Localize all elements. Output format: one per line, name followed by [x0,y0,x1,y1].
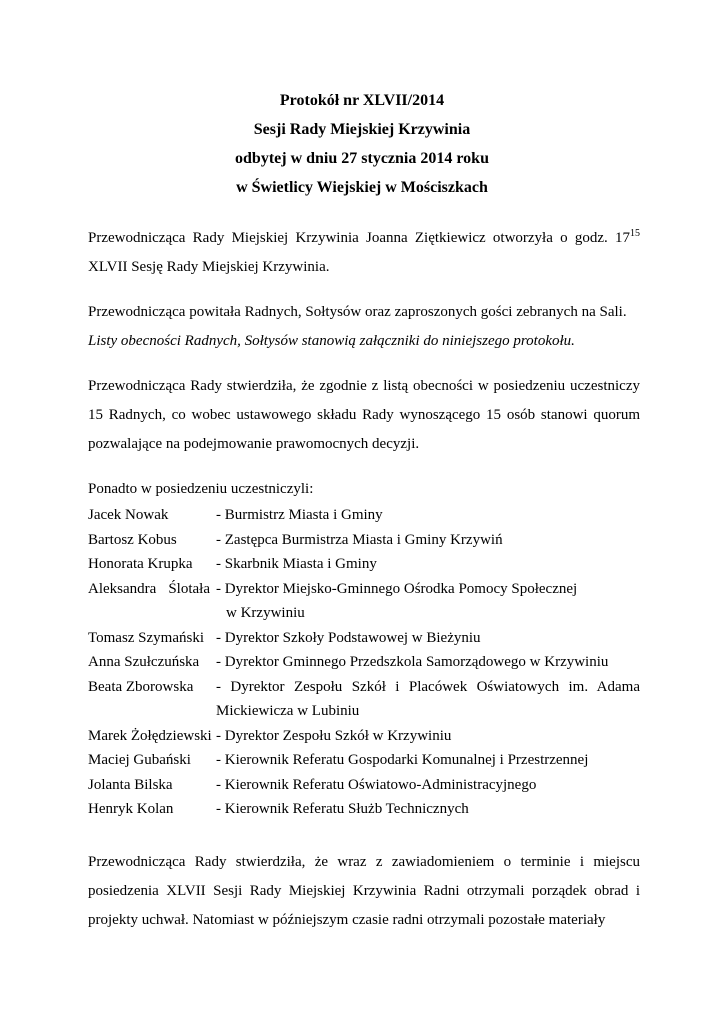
attendee-first-name: Aleksandra [88,580,157,597]
attendee-name: Honorata Krupka [88,556,193,572]
attendee-name: Jacek Nowak [88,507,169,523]
attendees-intro: Ponadto w posiedzeniu uczestniczyli: [88,481,314,497]
attendee-role: - Kierownik Referatu Służb Technicznych [216,801,469,817]
attendee-name: Marek Żołędziewski [88,727,212,744]
opening-text: Przewodnicząca Rady Miejskiej Krzywinia Joanna Ziętkiewicz otworzyła o godz. 17 [88,230,630,246]
attendee-role: - Dyrektor Gminnego Przedszkola Samorządowego w Krzywiniu [216,654,609,670]
title-line-2: Sesji Rady Miejskiej Krzywinia [253,121,471,138]
attendee-name: Henryk Kolan [88,801,174,817]
opening-time-minutes: 15 [630,228,640,239]
attendee-name: Bartosz Kobus [88,531,177,548]
list-item [88,675,640,724]
list-item [88,528,640,553]
attendee-name: Jolanta Bilska [88,776,173,793]
title-line-1: Protokół nr XLVII/2014 [279,92,445,109]
greeting-text: Przewodnicząca powitała Radnych, Sołtysów oraz zaproszonych gości zebranych na Sali. [88,304,627,320]
attendee-role [216,577,640,626]
list-item [88,797,640,822]
attendee-name: Maciej Gubański [88,752,191,768]
greeting-paragraph [88,298,640,356]
attendee-role: - Dyrektor Zespołu Szkół w Krzywiniu [216,727,452,744]
opening-text-end: XLVII Sesję Rady Miejskiej Krzywinia. [88,259,330,275]
attendee-name: Anna Szułczuńska [88,654,200,670]
attendee-role: - Dyrektor Zespołu Szkół i Placówek Oświatowych im. Adama Mickiewicza w Lubiniu [216,678,640,719]
attendee-role: - Kierownik Referatu Gospodarki Komunalnej i Przestrzennej [216,752,589,768]
title-line-3: odbytej w dniu 27 stycznia 2014 roku [235,150,489,167]
attendee-role-continuation: w Krzywiniu [226,605,305,621]
list-item [88,773,640,798]
attendee-role: - Skarbnik Miasta i Gminy [216,556,377,572]
list-item [88,650,640,675]
list-item [88,748,640,773]
opening-paragraph [88,224,640,282]
attendee-last-name: Ślotała [168,580,210,597]
list-item [88,577,640,626]
list-item [88,503,640,528]
agenda-paragraph: Przewodnicząca Rady stwierdziła, że wraz z zawiadomieniem o terminie i miejscu posiedzenia XLVII Sesji Rady Miejskiej Krzywinia Radni otrzymali porządek obrad i projekty uchwał. Natomiast w późniejszym czasie radni otrzymali pozostałe materiały [88,854,640,928]
attendee-role: - Dyrektor Szkoły Podstawowej w Bieżyniu [216,629,481,646]
attendee-name: Beata Zborowska [88,678,194,695]
title-line-4: w Świetlicy Wiejskiej w Mościszkach [236,179,488,196]
attendee-role: - Kierownik Referatu Oświatowo-Administracyjnego [216,776,537,793]
protocol-title [0,86,724,202]
list-item [88,552,640,577]
attendee-name: Tomasz Szymański [88,629,205,646]
list-item [88,626,640,651]
attendee-role-text: - Dyrektor Miejsko-Gminnego Ośrodka Pomocy Społecznej [216,580,578,597]
attendee-name [88,577,216,626]
quorum-paragraph: Przewodnicząca Rady stwierdziła, że zgodnie z listą obecności w posiedzeniu uczestniczy 15 Radnych, co wobec ustawowego składu Rady wynoszącego 15 osób stanowi quorum pozwalające na podejmowanie prawomocnych decyzji. [88,378,640,452]
attendees-list [88,503,640,822]
attendee-role: - Zastępca Burmistrza Miasta i Gminy Krzywiń [216,531,503,548]
attendance-note: Listy obecności Radnych, Sołtysów stanowią załączniki do niniejszego protokołu. [88,333,575,349]
list-item [88,724,640,749]
attendee-role: - Burmistrz Miasta i Gminy [216,507,383,523]
